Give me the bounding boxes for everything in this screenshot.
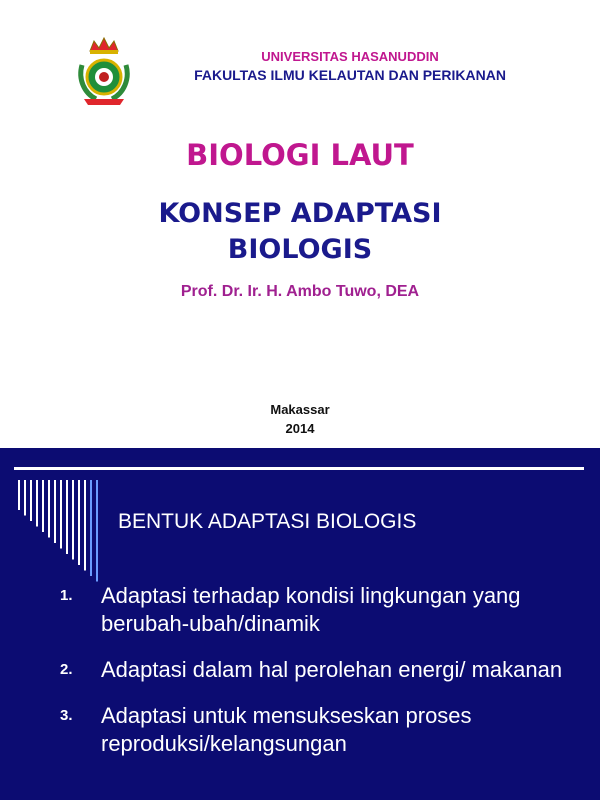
stripe (66, 480, 68, 554)
stripe (24, 480, 26, 516)
university-crest-icon (70, 35, 138, 107)
stripe (54, 480, 56, 543)
stripe (36, 480, 38, 527)
decorative-stripes (14, 480, 104, 590)
stripe (84, 480, 86, 571)
stripe (72, 480, 74, 560)
stripe (90, 480, 92, 576)
list-text: Adaptasi terhadap kondisi lingkungan yang berubah-ubah/dinamik (101, 583, 521, 636)
place-date (0, 400, 600, 438)
slide-title (0, 196, 600, 268)
list-text: Adaptasi untuk mensukseskan proses reproduksi/kelangsungan (101, 703, 472, 756)
adaptation-list (60, 582, 580, 776)
content-slide (0, 448, 600, 800)
slide-heading: BENTUK ADAPTASI BIOLOGIS (118, 510, 417, 533)
author-name: Prof. Dr. Ir. H. Ambo Tuwo, DEA (180, 283, 420, 300)
stripe (42, 480, 44, 532)
list-number: 2. (60, 661, 73, 678)
year: 2014 (285, 421, 315, 436)
list-number: 1. (60, 587, 73, 604)
list-text: Adaptasi dalam hal perolehan energi/ makanan (101, 657, 563, 682)
list-number: 3. (60, 707, 73, 724)
stripe (60, 480, 62, 549)
list-item (60, 702, 580, 758)
slide-title-line2: BIOLOGIS (227, 234, 373, 265)
stripe (18, 480, 20, 510)
list-item (60, 582, 580, 638)
top-divider (14, 467, 584, 470)
stripe (96, 480, 98, 582)
slide-title-line1: KONSEP ADAPTASI (158, 198, 442, 229)
university-name: UNIVERSITAS HASANUDDIN (261, 49, 439, 64)
course-title: BIOLOGI LAUT (186, 138, 414, 172)
list-item (60, 656, 580, 684)
stripe (48, 480, 50, 538)
faculty-name: FAKULTAS ILMU KELAUTAN DAN PERIKANAN (194, 67, 506, 83)
stripe (78, 480, 80, 565)
city: Makassar (270, 402, 330, 417)
stripe (30, 480, 32, 521)
